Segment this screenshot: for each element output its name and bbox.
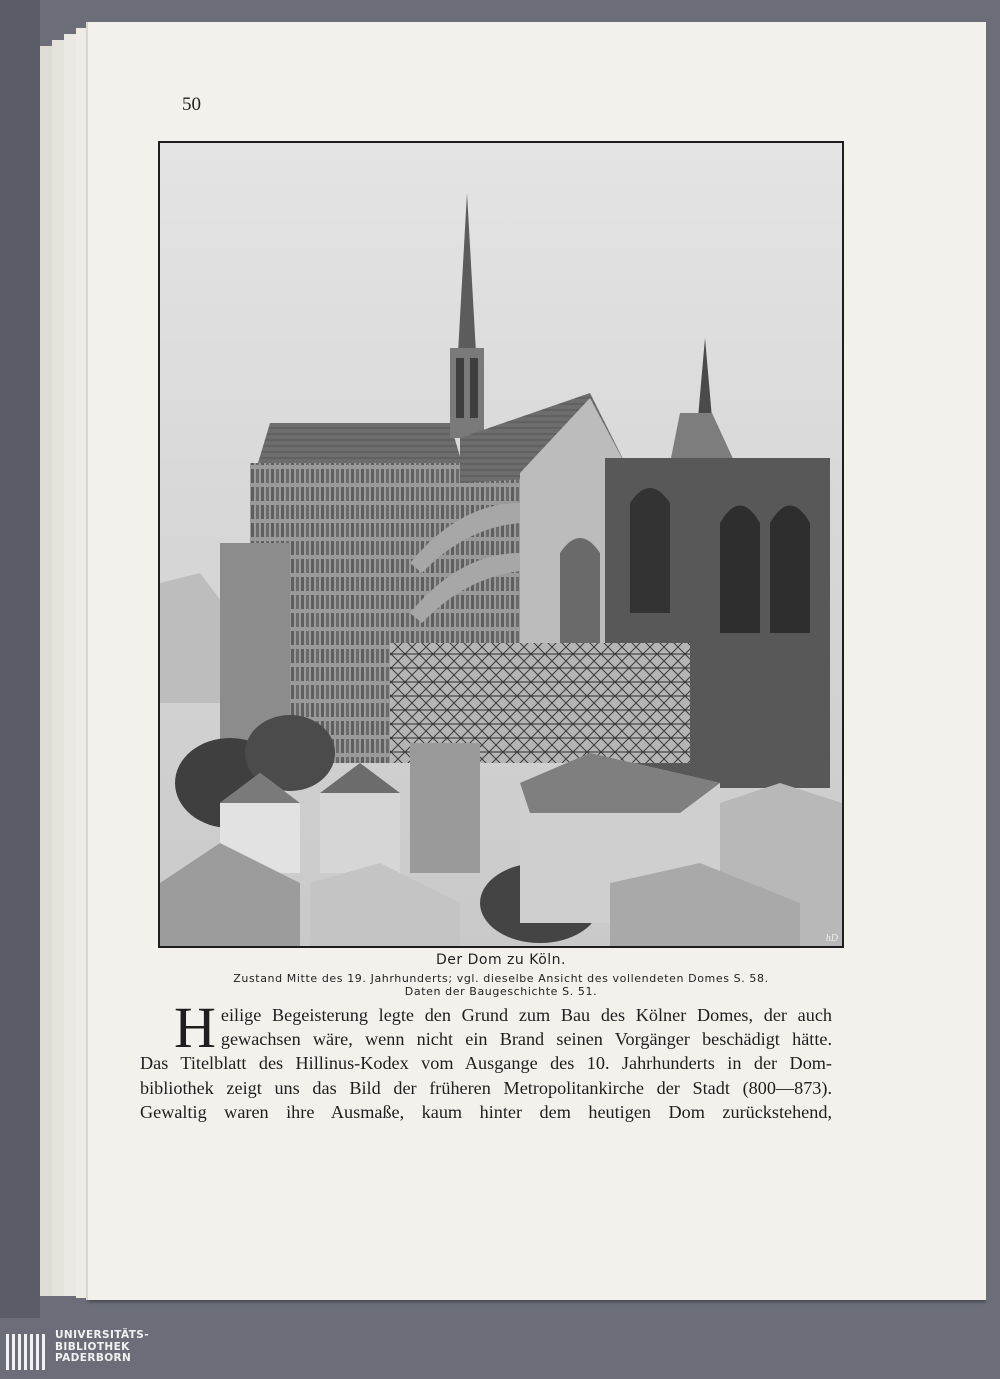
figure-caption-line: Daten der Baugeschichte S. 51. — [404, 985, 598, 998]
figure-caption-title: Der Dom zu Köln. — [436, 952, 566, 968]
drop-cap: H — [174, 995, 216, 1060]
library-logo-text — [55, 1330, 149, 1365]
library-logo-icon — [6, 1334, 48, 1370]
left-shadow — [0, 0, 40, 1318]
text-line: eilige Begeisterung legte den Grund zum Bau des Kölner Domes, der auch — [220, 1005, 832, 1025]
text-line: bibliothek zeigt uns das Bild der früheren Metropolitankirche der Stadt (800—873). — [140, 1077, 832, 1098]
text-line: Gewaltig waren ihre Ausmaße, kaum hinter dem heutigen Dom zurückstehend, — [140, 1101, 832, 1122]
logo-line: BIBLIOTHEK — [55, 1340, 130, 1353]
cathedral-photograph — [158, 141, 844, 948]
logo-line: PADERBORN — [55, 1352, 132, 1364]
logo-line: UNIVERSITÄTS- — [55, 1329, 150, 1341]
page-number: 50 — [182, 94, 201, 115]
text-line: Das Titelblatt des Hillinus-Kodex vom Ausgange des 10. Jahrhunderts in der Dom- — [140, 1053, 832, 1074]
figure-caption-line: Zustand Mitte des 19. Jahrhunderts; vgl. dieselbe Ansicht des vollendeten Domes S. 58. — [233, 972, 769, 985]
photographer-signature: hD — [825, 933, 838, 944]
cathedral-illustration — [160, 143, 842, 946]
footer-bar — [0, 1318, 1000, 1379]
right-background — [986, 0, 1000, 1318]
text-line: gewachsen wäre, wenn nicht ein Brand seinen Vorgänger beschädigt hätte. — [220, 1029, 832, 1050]
body-paragraph — [140, 995, 832, 1124]
